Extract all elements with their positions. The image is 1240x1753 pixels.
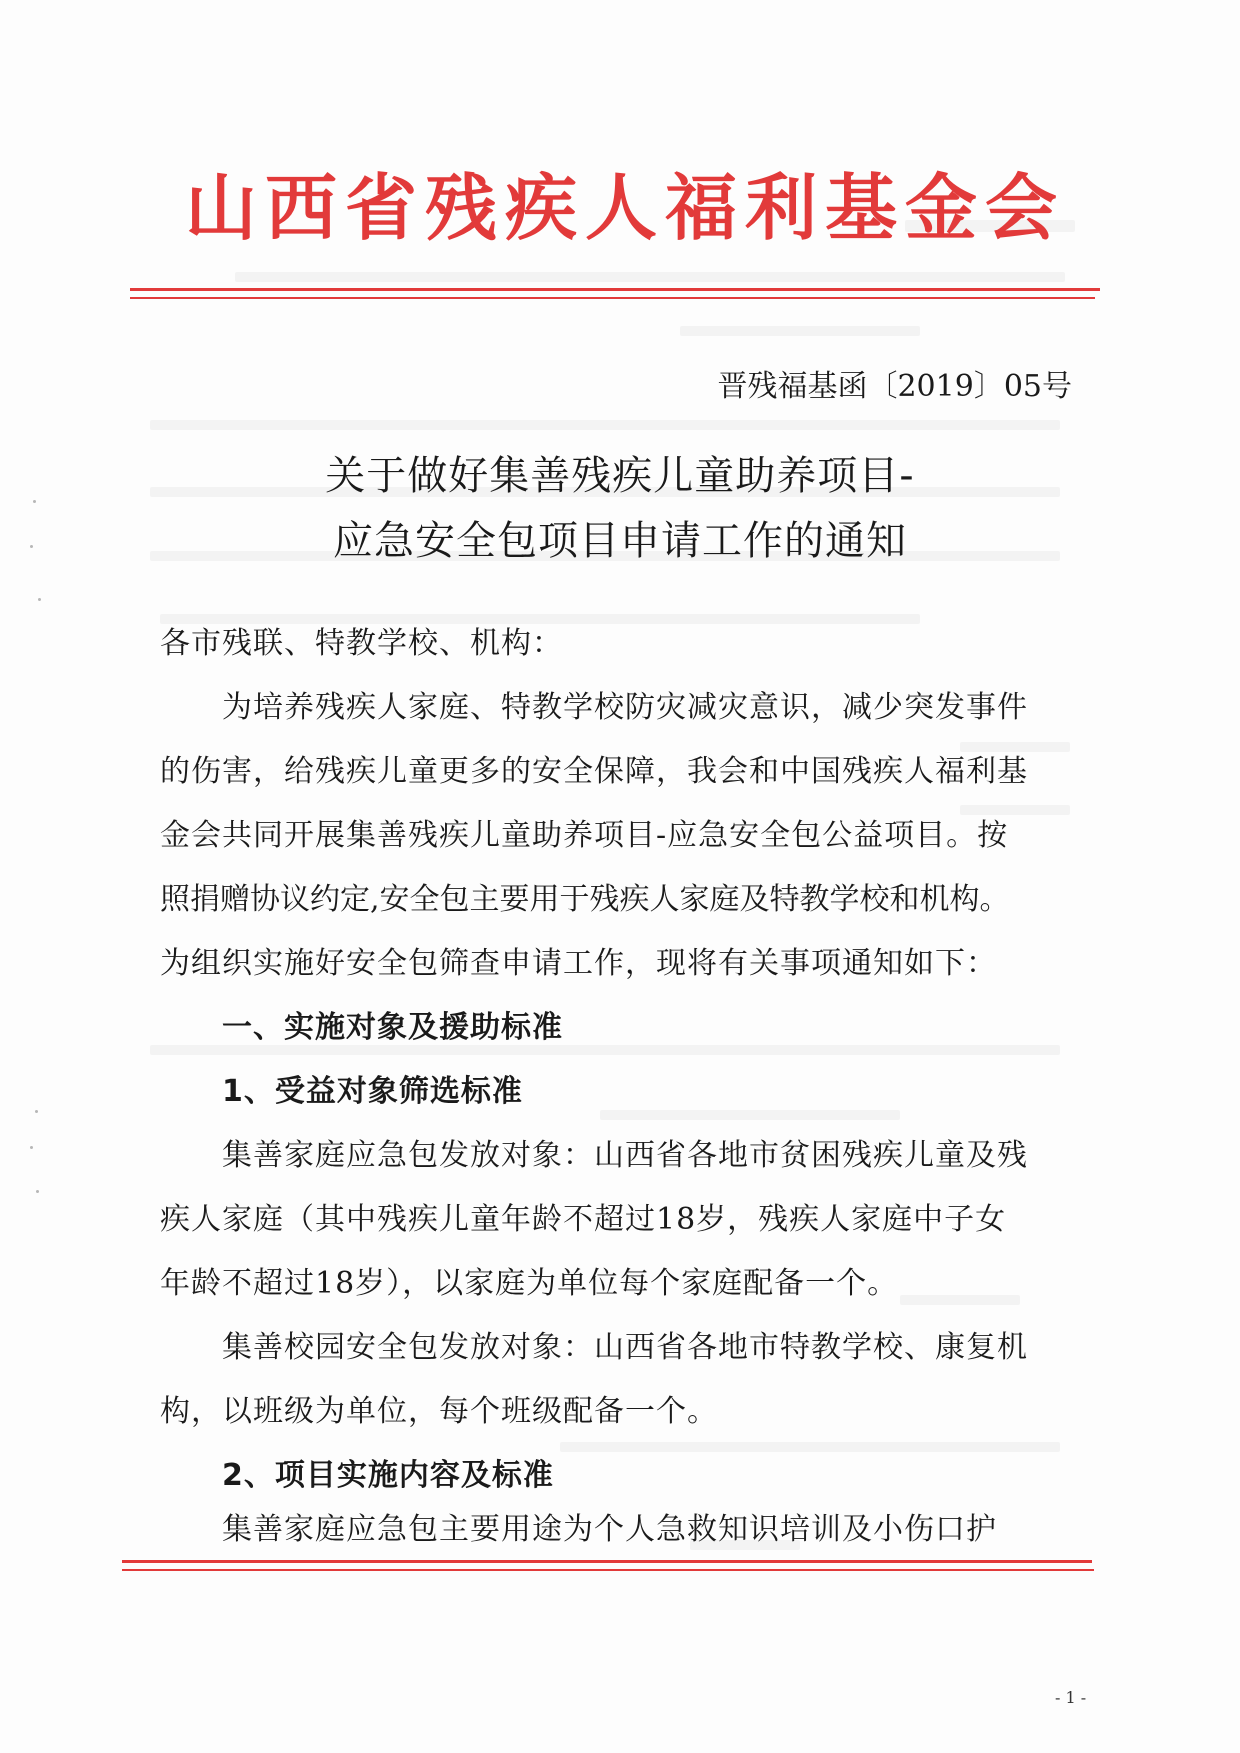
letterhead-organization-name: 山西省残疾人福利基金会: [184, 165, 1065, 250]
bleed-through-mark: [960, 805, 1070, 815]
page-number: - 1 -: [1055, 1688, 1087, 1707]
document-title-line-1: 关于做好集善残疾儿童助养项目-: [325, 453, 915, 499]
paragraph-line: 为组织实施好安全包筛查申请工作，现将有关事项通知如下：: [160, 946, 997, 981]
document-title-line-2: 应急安全包项目申请工作的通知: [333, 518, 907, 564]
footer-red-rule-thin: [122, 1569, 1094, 1571]
paragraph-line: 集善家庭应急包发放对象：山西省各地市贫困残疾儿童及残: [222, 1138, 1028, 1173]
section-heading: 一、实施对象及援助标准: [222, 1010, 563, 1045]
bleed-through-mark: [960, 742, 1070, 752]
subsection-heading: 2、项目实施内容及标准: [222, 1458, 554, 1493]
paragraph-line: 的伤害，给残疾儿童更多的安全保障，我会和中国残疾人福利基: [160, 754, 1028, 789]
paper-speck: [38, 598, 41, 601]
footer-red-rule: [122, 1560, 1092, 1563]
bleed-through-mark: [900, 1295, 1020, 1305]
bleed-through-mark: [600, 1110, 900, 1120]
paragraph-line: 为培养残疾人家庭、特教学校防灾减灾意识，减少突发事件: [222, 690, 1028, 725]
paragraph-line: 疾人家庭（其中残疾儿童年龄不超过18岁，残疾人家庭中子女: [160, 1202, 1007, 1237]
letterhead-red-rule-thin: [130, 297, 1095, 299]
paper-speck: [30, 1146, 33, 1149]
salutation: 各市残联、特教学校、机构：: [160, 626, 563, 661]
bleed-through-mark: [560, 1442, 1060, 1452]
paper-speck: [35, 1110, 38, 1113]
paragraph-line: 集善校园安全包发放对象：山西省各地市特教学校、康复机: [222, 1330, 1028, 1365]
paper-speck: [36, 1190, 39, 1193]
paragraph-line: 金会共同开展集善残疾儿童助养项目-应急安全包公益项目。按: [160, 818, 1009, 853]
bleed-through-mark: [235, 272, 1065, 282]
paragraph-line: 集善家庭应急包主要用途为个人急救知识培训及小伤口护: [222, 1512, 997, 1547]
paper-speck: [30, 545, 33, 548]
paragraph-line: 构，以班级为单位，每个班级配备一个。: [160, 1394, 718, 1429]
subsection-heading: 1、受益对象筛选标准: [222, 1074, 523, 1109]
bleed-through-mark: [160, 614, 920, 624]
paragraph-line: 年龄不超过18岁），以家庭为单位每个家庭配备一个。: [160, 1266, 899, 1301]
paper-speck: [33, 500, 36, 503]
bleed-through-mark: [150, 420, 1060, 430]
bleed-through-mark: [680, 326, 920, 336]
letterhead-red-rule: [130, 288, 1100, 291]
document-number: 晋残福基函〔2019〕05号: [717, 369, 1072, 404]
paragraph-line: 照捐赠协议约定,安全包主要用于残疾人家庭及特教学校和机构。: [160, 882, 1010, 917]
